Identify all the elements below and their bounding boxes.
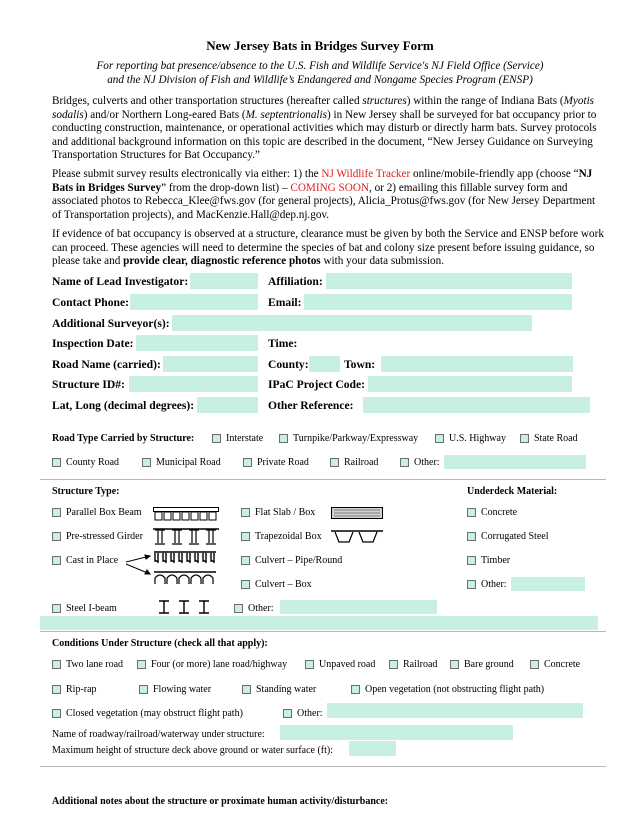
checkbox[interactable]: [279, 434, 288, 443]
inspection-date-field[interactable]: [136, 335, 258, 351]
cond-bare-ground[interactable]: [450, 659, 514, 670]
lead-investigator-label: Name of Lead Investigator:: [52, 275, 189, 288]
option-label: Unpaved road: [319, 659, 376, 670]
option-label: Corrugated Steel: [481, 531, 549, 542]
email-label: Email:: [268, 296, 302, 309]
intro-text-2: ) within the range of Indiana Bats (: [406, 95, 564, 107]
underdeck-heading: Underdeck Material:: [467, 486, 558, 497]
additional-surveyors-field[interactable]: [172, 315, 532, 331]
checkbox[interactable]: [435, 434, 444, 443]
checkbox[interactable]: [142, 458, 151, 467]
intro-text-4: ) in New Jersey shall be surveyed for bat occupancy prior to conducting construction, maintenance, or operational activities which may disturb or directly harm bats. Survey protocols and additional background information on this topic are described in the document, “New Jersey Guidance on Surveying Transportation Structures for Bat Occupancy.”: [52, 108, 597, 162]
cond-flowing-water[interactable]: [139, 684, 211, 695]
form-subtitle: [40, 59, 600, 87]
intro-structures: structures: [362, 95, 407, 107]
option-label: Timber: [481, 555, 511, 566]
box-beam-icon: [153, 507, 219, 521]
checkbox[interactable]: [520, 434, 529, 443]
county-field[interactable]: [309, 356, 340, 372]
evidence-text-2: with your data submission.: [320, 255, 445, 268]
road-type-other-field[interactable]: [444, 455, 586, 469]
checkbox[interactable]: [530, 660, 539, 669]
max-height-field[interactable]: [349, 741, 396, 756]
structure-culvert-box[interactable]: [241, 579, 312, 590]
intro-myotis: Myotis sodalis: [52, 95, 595, 121]
lat-long-field[interactable]: [197, 397, 258, 413]
lead-investigator-field[interactable]: [190, 273, 258, 289]
affiliation-field[interactable]: [326, 273, 572, 289]
cond-open-vegetation[interactable]: [351, 684, 544, 695]
underdeck-other[interactable]: [467, 579, 507, 590]
divider: [40, 631, 606, 632]
cond-rip-rap[interactable]: [52, 684, 97, 695]
cond-concrete[interactable]: [530, 659, 580, 670]
structure-id-field[interactable]: [129, 376, 258, 392]
contact-phone-field[interactable]: [130, 294, 258, 310]
submit-text-4: , or 2) emailing this fillable survey form and associated photos to Rebecca_Klee@fws.gov (for general projects), Alicia_Protus@fws.gov (for New Jersey Department of Transportation projects), and MacKenzie.Hall@dep.nj.gov.: [52, 181, 596, 221]
email-field[interactable]: [304, 294, 572, 310]
structure-type-heading: Structure Type:: [52, 486, 120, 497]
checkbox[interactable]: [467, 532, 476, 541]
checkbox[interactable]: [389, 660, 398, 669]
checkbox[interactable]: [52, 458, 61, 467]
town-field[interactable]: [381, 356, 573, 372]
cast-in-place-icon: [122, 550, 222, 590]
structure-other-field[interactable]: [280, 600, 437, 614]
max-height-label: Maximum height of structure deck above ground or water surface (ft):: [52, 745, 334, 756]
checkbox[interactable]: [467, 556, 476, 565]
structure-culvert-pipe[interactable]: [241, 555, 342, 566]
road-type-county-road[interactable]: [52, 457, 119, 468]
road-type-other[interactable]: [400, 457, 440, 468]
checkbox[interactable]: [52, 685, 61, 694]
submit-text-2: online/mobile-friendly app (choose “: [410, 168, 579, 180]
checkbox[interactable]: [137, 660, 146, 669]
option-label: Culvert – Box: [255, 579, 312, 590]
checkbox[interactable]: [52, 532, 61, 541]
checkbox[interactable]: [52, 709, 61, 718]
evidence-bold: provide clear, diagnostic reference photos: [123, 255, 321, 268]
structure-flat-slab[interactable]: [241, 507, 315, 518]
additional-notes-heading: Additional notes about the structure or proximate human activity/disturbance:: [52, 796, 389, 807]
checkbox[interactable]: [467, 508, 476, 517]
road-name-field[interactable]: [163, 356, 258, 372]
submit-text-1: Please submit survey results electronically via either: 1) the: [52, 168, 322, 180]
intro-text-1: Bridges, culverts and other transportation structures (hereafter called: [52, 95, 363, 107]
intro-text-3: ) and/or Northern Long-eared Bats (: [83, 108, 246, 121]
option-label: Municipal Road: [156, 457, 221, 468]
structure-cast-in-place[interactable]: [52, 555, 118, 566]
option-label: Bare ground: [464, 659, 514, 670]
cond-railroad[interactable]: [389, 659, 437, 670]
checkbox[interactable]: [52, 556, 61, 565]
checkbox[interactable]: [467, 580, 476, 589]
option-label: Private Road: [257, 457, 309, 468]
app-name: NJ Bats in Bridges Survey: [52, 168, 593, 194]
option-label: Open vegetation (not obstructing flight path): [365, 684, 545, 695]
option-label: Railroad: [403, 659, 438, 670]
road-name-label: Road Name (carried):: [52, 358, 161, 371]
contact-phone-label: Contact Phone:: [52, 296, 129, 309]
checkbox[interactable]: [450, 660, 459, 669]
option-label: Other:: [297, 708, 323, 719]
county-label: County:: [268, 358, 309, 371]
time-label: Time:: [268, 337, 298, 350]
coming-soon: COMING SOON: [290, 181, 369, 194]
evidence-paragraph: [52, 228, 604, 269]
option-label: County Road: [66, 457, 120, 468]
checkbox[interactable]: [234, 604, 243, 613]
checkbox[interactable]: [139, 685, 148, 694]
option-label: Concrete: [481, 507, 518, 518]
road-type-turnpike[interactable]: [279, 433, 418, 444]
option-label: Trapezoidal Box: [255, 531, 322, 542]
girder-icon: [153, 528, 219, 546]
wildlife-tracker-link[interactable]: NJ Wildlife Tracker: [321, 168, 411, 180]
checkbox[interactable]: [241, 556, 250, 565]
checkbox[interactable]: [52, 604, 61, 613]
road-type-state-road[interactable]: [520, 433, 578, 444]
checkbox[interactable]: [52, 660, 61, 669]
conditions-heading: Conditions Under Structure (check all that apply):: [52, 638, 268, 649]
structure-steel-i-beam[interactable]: [52, 603, 117, 614]
flat-slab-icon: [331, 507, 383, 519]
affiliation-label: Affiliation:: [268, 275, 323, 288]
underdeck-concrete[interactable]: [467, 507, 517, 518]
cond-closed-vegetation[interactable]: [52, 708, 243, 719]
checkbox[interactable]: [243, 458, 252, 467]
cond-other[interactable]: [283, 708, 323, 719]
divider: [40, 479, 606, 480]
option-label: Cast in Place: [66, 555, 119, 566]
checkbox[interactable]: [305, 660, 314, 669]
additional-surveyors-label: Additional Surveyor(s):: [52, 317, 170, 330]
checkbox[interactable]: [241, 508, 250, 517]
intro-paragraph: [52, 95, 604, 163]
divider: [40, 766, 606, 767]
checkbox[interactable]: [283, 709, 292, 718]
form-title: New Jersey Bats in Bridges Survey Form: [206, 38, 434, 53]
ipac-code-field[interactable]: [368, 376, 572, 392]
option-label: Standing water: [256, 684, 317, 695]
option-label: Rip-rap: [66, 684, 97, 695]
underdeck-corrugated-steel[interactable]: [467, 531, 548, 542]
option-label: U.S. Highway: [449, 433, 506, 444]
option-label: Culvert – Pipe/Round: [255, 555, 343, 566]
option-label: Pre-stressed Girder: [66, 531, 143, 542]
option-label: Two lane road: [66, 659, 124, 670]
structure-parallel-box-beam[interactable]: [52, 507, 142, 518]
checkbox[interactable]: [330, 458, 339, 467]
option-label: Railroad: [344, 457, 379, 468]
option-label: Turnpike/Parkway/Expressway: [293, 433, 419, 444]
option-label: Other:: [248, 603, 274, 614]
cond-unpaved[interactable]: [305, 659, 375, 670]
road-type-us-highway[interactable]: [435, 433, 506, 444]
submit-text-3: ” from the drop-down list) –: [161, 181, 291, 194]
road-type-municipal-road[interactable]: [142, 457, 221, 468]
checkbox[interactable]: [241, 532, 250, 541]
steel-i-beam-icon: [157, 600, 211, 614]
underdeck-other-field[interactable]: [511, 577, 585, 591]
option-label: Four (or more) lane road/highway: [151, 659, 288, 670]
submit-paragraph: [52, 168, 604, 222]
cond-standing-water[interactable]: [242, 684, 316, 695]
structure-notes-field[interactable]: [40, 616, 598, 630]
option-label: Other:: [414, 457, 440, 468]
intro-septentrionalis: M. septentrionalis: [245, 108, 327, 121]
roadway-name-field[interactable]: [280, 725, 513, 740]
road-type-private-road[interactable]: [243, 457, 309, 468]
other-reference-field[interactable]: [363, 397, 590, 413]
evidence-text-1: If evidence of bat occupancy is observed at a structure, clearance must be given by both the Service and ENSP before work can proceed. These agencies will need to determine the species of bat and colony size present before issuing guidance, so please take and: [52, 228, 604, 268]
checkbox[interactable]: [400, 458, 409, 467]
subtitle-line-2: and the NJ Division of Fish and Wildlife’s Endangered and Nongame Species Program (ENSP): [107, 74, 533, 86]
checkbox[interactable]: [212, 434, 221, 443]
ipac-code-label: IPaC Project Code:: [268, 378, 366, 391]
checkbox[interactable]: [52, 508, 61, 517]
inspection-date-label: Inspection Date:: [52, 337, 134, 350]
town-label: Town:: [344, 358, 376, 371]
option-label: Flat Slab / Box: [255, 507, 316, 518]
other-reference-label: Other Reference:: [268, 399, 354, 412]
option-label: Parallel Box Beam: [66, 507, 142, 518]
road-type-railroad[interactable]: [330, 457, 378, 468]
subtitle-line-1: For reporting bat presence/absence to the U.S. Fish and Wildlife Service's NJ Field Office (Service): [96, 60, 544, 72]
road-type-interstate[interactable]: [212, 433, 263, 444]
structure-id-label: Structure ID#:: [52, 378, 125, 391]
cond-two-lane[interactable]: [52, 659, 123, 670]
structure-trapezoidal-box[interactable]: [241, 531, 322, 542]
roadway-name-label: Name of roadway/railroad/waterway under structure:: [52, 729, 265, 740]
option-label: Other:: [481, 579, 507, 590]
structure-prestressed-girder[interactable]: [52, 531, 143, 542]
option-label: Concrete: [544, 659, 581, 670]
checkbox[interactable]: [242, 685, 251, 694]
structure-other[interactable]: [234, 603, 274, 614]
trapezoidal-box-icon: [331, 530, 383, 544]
option-label: Steel I-beam: [66, 603, 117, 614]
road-type-heading: Road Type Carried by Structure:: [52, 433, 195, 444]
lat-long-label: Lat, Long (decimal degrees):: [52, 399, 195, 412]
option-label: State Road: [534, 433, 578, 444]
checkbox[interactable]: [351, 685, 360, 694]
cond-four-lane[interactable]: [137, 659, 287, 670]
option-label: Flowing water: [153, 684, 212, 695]
underdeck-timber[interactable]: [467, 555, 510, 566]
checkbox[interactable]: [241, 580, 250, 589]
option-label: Interstate: [226, 433, 264, 444]
cond-other-field[interactable]: [327, 703, 583, 718]
option-label: Closed vegetation (may obstruct flight path): [66, 708, 243, 719]
